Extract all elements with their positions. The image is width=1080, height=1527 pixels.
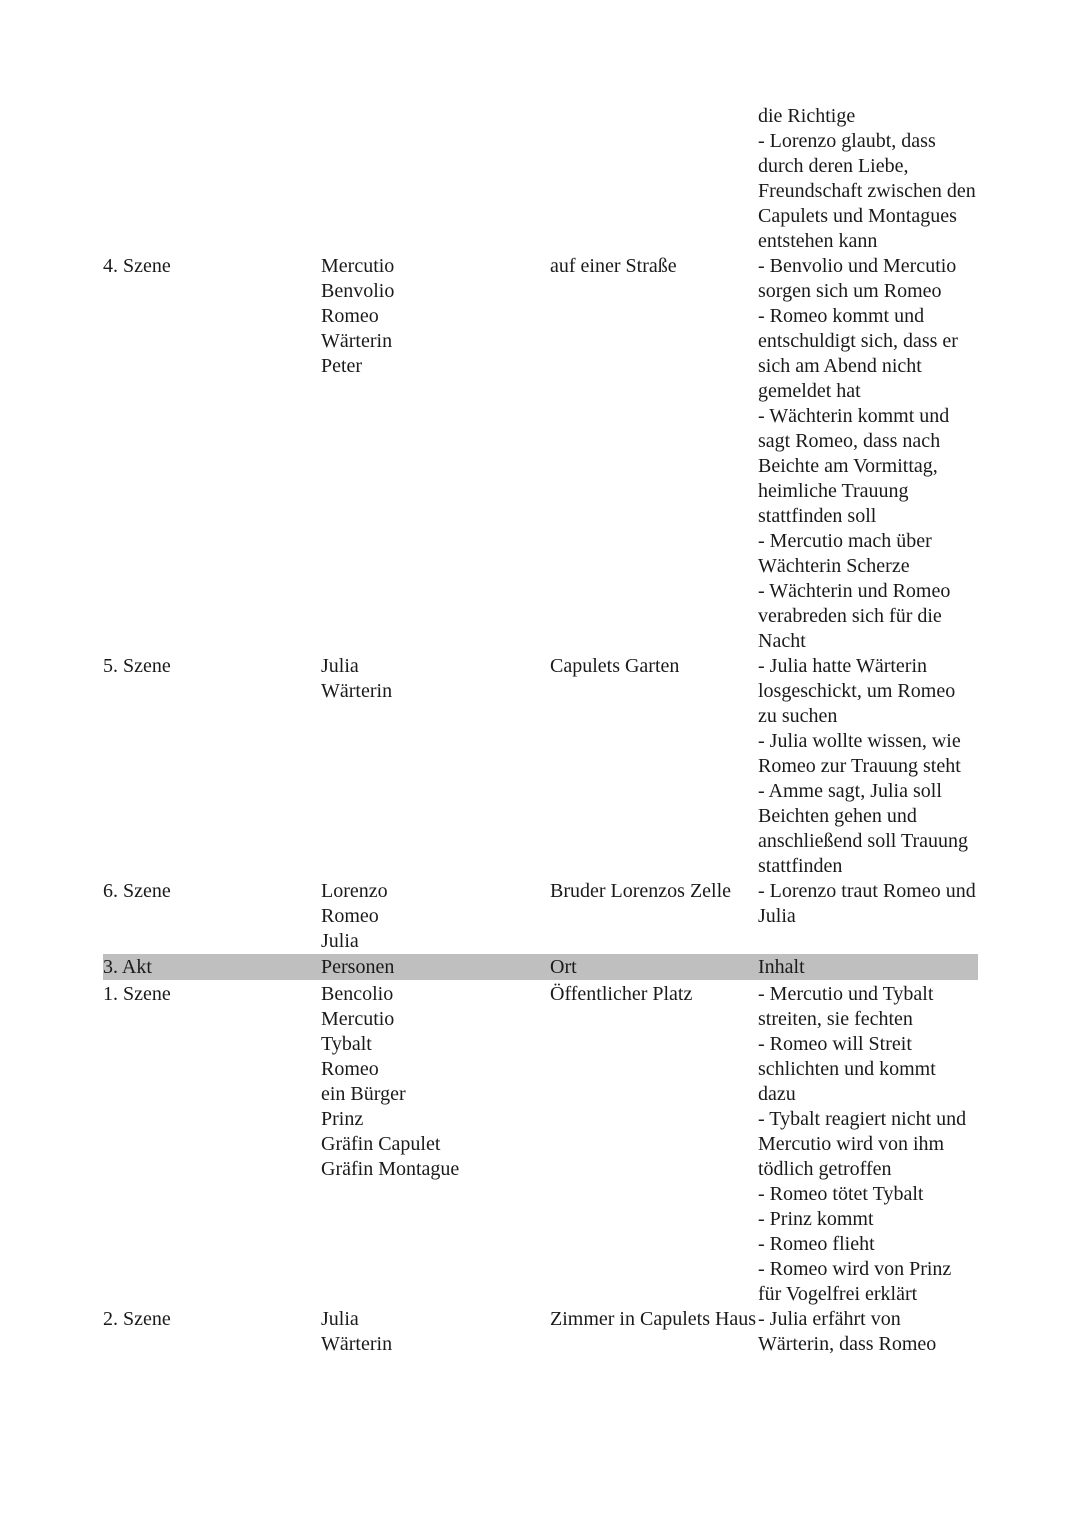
table-row	[103, 654, 978, 879]
szene-cell: 4. Szene	[103, 255, 171, 277]
ort-cell: Capulets Garten	[550, 655, 680, 677]
ort-cell: Bruder Lorenzos Zelle	[550, 880, 732, 902]
personen-cell: Lorenzo Romeo Julia	[321, 880, 388, 952]
personen-cell: Julia Wärterin	[321, 655, 393, 702]
scene-table	[103, 104, 978, 1357]
personen-cell: Mercutio Benvolio Romeo Wärterin Peter	[321, 255, 395, 377]
table-row	[103, 254, 978, 654]
continuation-row	[103, 104, 978, 254]
ort-cell: Öffentlicher Platz	[550, 983, 693, 1005]
ort-cell: Zimmer in Capulets Haus	[550, 1308, 757, 1330]
act-header-row	[103, 954, 978, 980]
personen-cell: Bencolio Mercutio Tybalt Romeo ein Bürger Prinz Gräfin Capulet Gräfin Montague	[321, 983, 460, 1180]
personen-cell: Julia Wärterin	[321, 1308, 393, 1355]
szene-cell: 2. Szene	[103, 1308, 171, 1330]
szene-cell: 6. Szene	[103, 880, 171, 902]
inhalt-cell: - Julia hatte Wärterin losgeschickt, um Romeo zu suchen - Julia wollte wissen, wie Romeo zur Trauung steht - Amme sagt, Julia soll Beichten gehen und anschließend soll Trauung stattfinden	[758, 655, 968, 877]
inhalt-cell: - Julia erfährt von Wärterin, dass Romeo	[758, 1308, 937, 1355]
inhalt-cell: - Lorenzo traut Romeo und Julia	[758, 880, 976, 927]
ort-header: Ort	[550, 956, 577, 978]
inhalt-cell: die Richtige - Lorenzo glaubt, dass durch deren Liebe, Freundschaft zwischen den Capulets und Montagues entstehen kann	[758, 105, 976, 252]
szene-cell: 1. Szene	[103, 983, 171, 1005]
ort-cell: auf einer Straße	[550, 255, 677, 277]
szene-cell: 5. Szene	[103, 655, 171, 677]
table-row	[103, 879, 978, 954]
table-row	[103, 1307, 978, 1357]
personen-header: Personen	[321, 956, 395, 978]
inhalt-cell: - Mercutio und Tybalt streiten, sie fechten - Romeo will Streit schlichten und kommt dazu - Tybalt reagiert nicht und Mercutio wird von ihm tödlich getroffen - Romeo tötet Tybalt - Prinz kommt - Romeo flieht - Romeo wird von Prinz für Vogelfrei erklärt	[758, 983, 967, 1305]
akt-header: 3. Akt	[103, 956, 152, 978]
table-row	[103, 982, 978, 1307]
inhalt-header: Inhalt	[758, 956, 805, 978]
inhalt-cell: - Benvolio und Mercutio sorgen sich um Romeo - Romeo kommt und entschuldigt sich, dass er sich am Abend nicht gemeldet hat - Wächterin kommt und sagt Romeo, dass nach Beichte am Vormittag, heimliche Trauung stattfinden soll - Mercutio mach über Wächterin Scherze - Wächterin und Romeo verabreden sich für die Nacht	[758, 255, 958, 652]
